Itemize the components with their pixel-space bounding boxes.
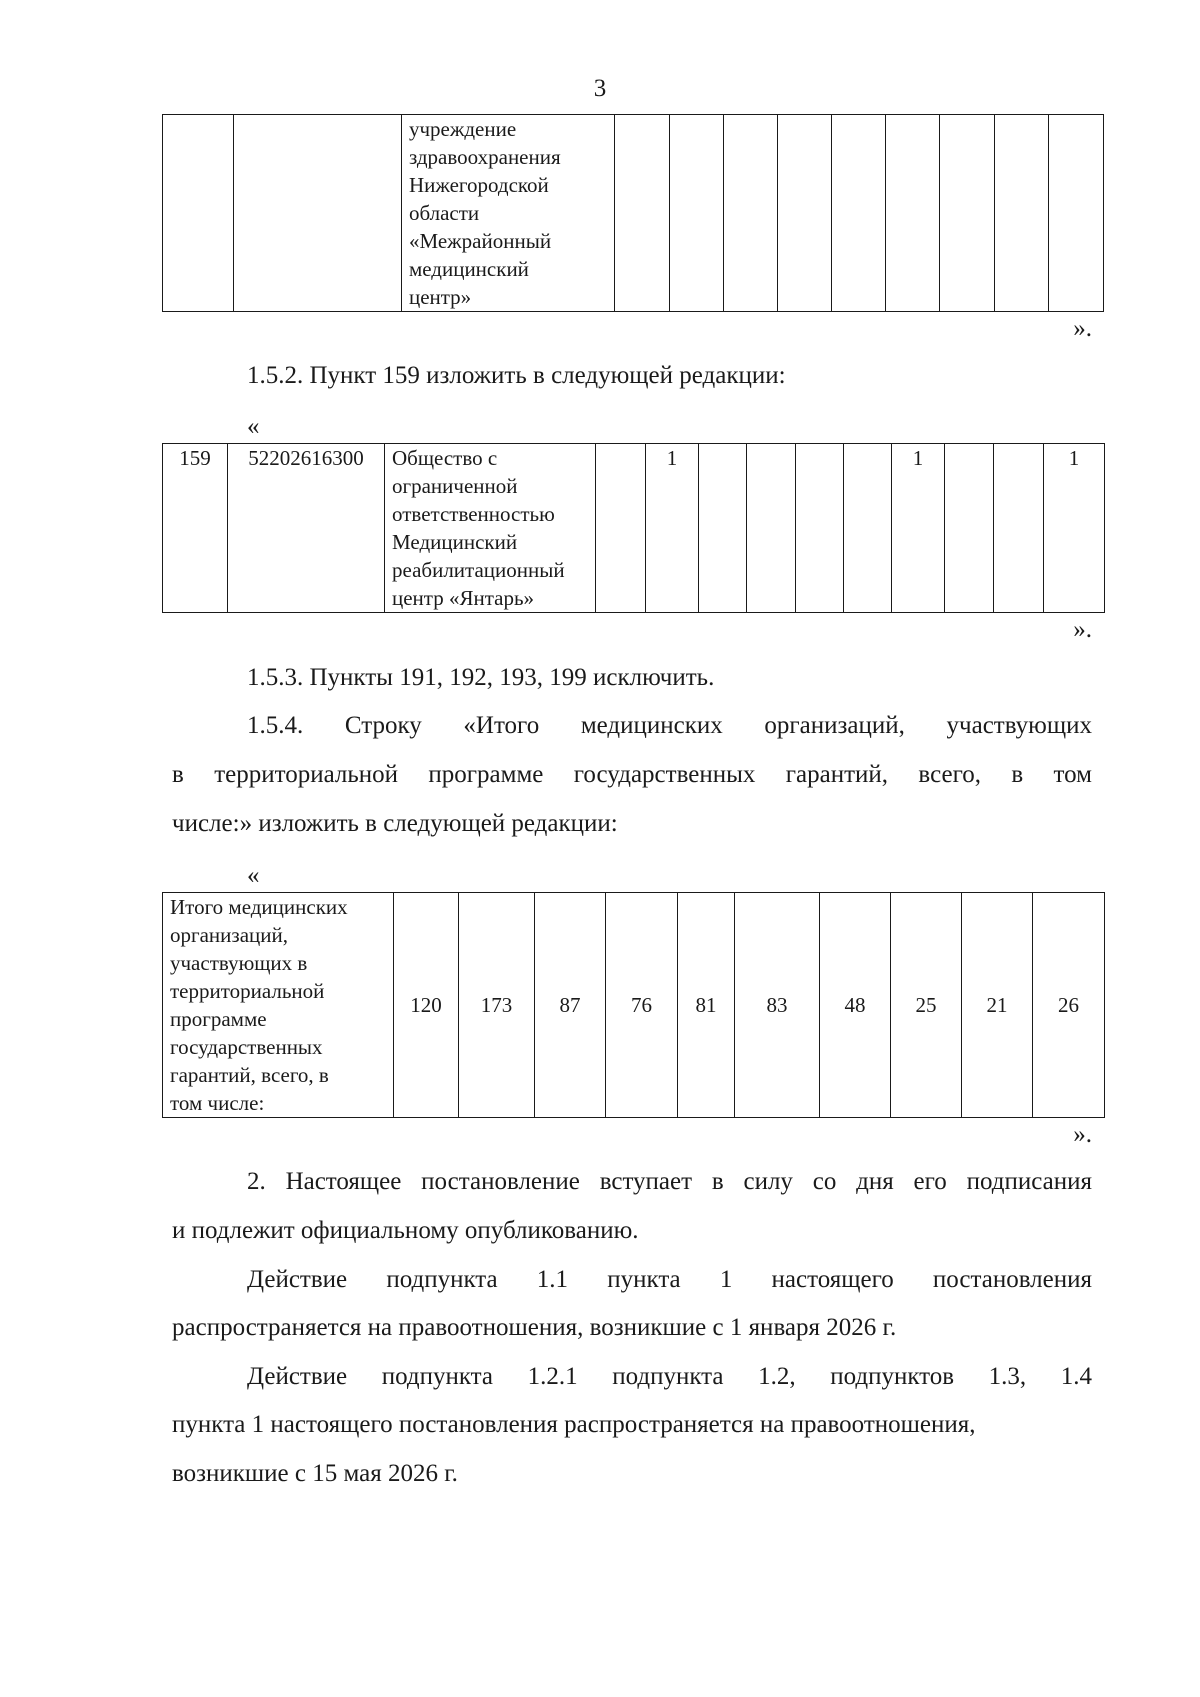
table-row — [163, 893, 1105, 1118]
paragraph-effect-2-line: Действие подпункта 1.2.1 подпункта 1.2, подпунктов 1.3, 1.4 — [247, 1363, 1092, 1390]
org-line: «Межрайонный — [408, 229, 552, 253]
cell-code: 52202616300 — [228, 444, 385, 613]
cell-number: 159 — [163, 444, 228, 613]
paragraph-1-5-4-line: 1.5.4. Строку «Итого медицинских организаций, участвующих — [247, 712, 1092, 739]
label-line: гарантий, всего, в — [170, 1063, 329, 1087]
label-line: территориальной — [170, 979, 325, 1003]
label-line: организаций, — [170, 923, 288, 947]
org-line: Медицинский — [392, 530, 518, 554]
org-line: центр «Янтарь» — [392, 586, 535, 610]
cell-code — [234, 115, 402, 312]
table-continuation — [162, 114, 1104, 312]
cell-empty — [940, 115, 994, 312]
label-line: участвующих в — [170, 951, 308, 975]
org-line: учреждение — [408, 117, 517, 141]
cell-value — [747, 444, 796, 613]
cell-value: 81 — [678, 893, 735, 1118]
org-line: здравоохранения — [408, 145, 561, 169]
cell-value — [994, 444, 1044, 613]
cell-empty — [886, 115, 940, 312]
closing-quote: ». — [1073, 616, 1092, 643]
cell-value: 48 — [820, 893, 891, 1118]
cell-value: 76 — [606, 893, 678, 1118]
paragraph-2-line: и подлежит официальному опубликованию. — [172, 1217, 639, 1244]
org-line: ограниченной — [392, 474, 518, 498]
paragraph-1-5-4-line: в территориальной программе государственных гарантий, всего, в том — [172, 761, 1092, 788]
cell-value: 83 — [735, 893, 820, 1118]
cell-value: 1 — [646, 444, 699, 613]
cell-value: 21 — [962, 893, 1033, 1118]
label-line: том числе: — [170, 1091, 265, 1115]
cell-value — [596, 444, 646, 613]
cell-value — [945, 444, 994, 613]
cell-value: 173 — [459, 893, 535, 1118]
org-line: реабилитационный — [392, 558, 565, 582]
table-item-159 — [162, 443, 1105, 613]
cell-value — [844, 444, 892, 613]
cell-organization — [401, 115, 614, 312]
cell-empty — [615, 115, 669, 312]
opening-quote: « — [247, 413, 260, 440]
paragraph-effect-1-line: распространяется на правоотношения, возникшие с 1 января 2026 г. — [172, 1314, 897, 1341]
paragraph-1-5-3: 1.5.3. Пункты 191, 192, 193, 199 исключить. — [247, 664, 715, 691]
cell-empty — [777, 115, 831, 312]
org-line: медицинский — [408, 257, 529, 281]
cell-empty — [669, 115, 723, 312]
table-totals — [162, 892, 1105, 1118]
label-line: государственных — [170, 1035, 323, 1059]
cell-value — [796, 444, 844, 613]
cell-value — [699, 444, 747, 613]
cell-number — [163, 115, 234, 312]
table-row — [163, 115, 1104, 312]
closing-quote: ». — [1073, 1121, 1092, 1148]
org-line: центр» — [408, 285, 472, 309]
paragraph-effect-2-line: возникшие с 15 мая 2026 г. — [172, 1460, 458, 1487]
cell-empty — [1048, 115, 1103, 312]
paragraph-effect-2-line: пункта 1 настоящего постановления распространяется на правоотношения, — [172, 1411, 976, 1438]
org-line: Общество с — [392, 446, 498, 470]
org-line: Нижегородской — [408, 173, 549, 197]
org-line: ответственностью — [392, 502, 555, 526]
cell-value: 25 — [891, 893, 962, 1118]
label-line: программе — [170, 1007, 267, 1031]
paragraph-2-line: 2. Настоящее постановление вступает в силу со дня его подписания — [247, 1168, 1092, 1195]
opening-quote: « — [247, 862, 260, 889]
paragraph-1-5-4-line: числе:» изложить в следующей редакции: — [172, 810, 618, 837]
cell-organization — [385, 444, 596, 613]
paragraph-1-5-2: 1.5.2. Пункт 159 изложить в следующей редакции: — [247, 362, 786, 389]
page-number: 3 — [593, 75, 607, 102]
cell-empty — [723, 115, 777, 312]
label-line: Итого медицинских — [170, 895, 348, 919]
cell-value: 1 — [892, 444, 945, 613]
table-row — [163, 444, 1105, 613]
cell-value: 26 — [1033, 893, 1105, 1118]
cell-empty — [832, 115, 886, 312]
paragraph-effect-1-line: Действие подпункта 1.1 пункта 1 настоящего постановления — [247, 1266, 1092, 1293]
closing-quote: ». — [1073, 315, 1092, 342]
cell-value: 87 — [535, 893, 606, 1118]
cell-empty — [994, 115, 1048, 312]
cell-label — [163, 893, 394, 1118]
cell-value: 1 — [1044, 444, 1105, 613]
cell-value: 120 — [394, 893, 459, 1118]
org-line: области — [408, 201, 480, 225]
